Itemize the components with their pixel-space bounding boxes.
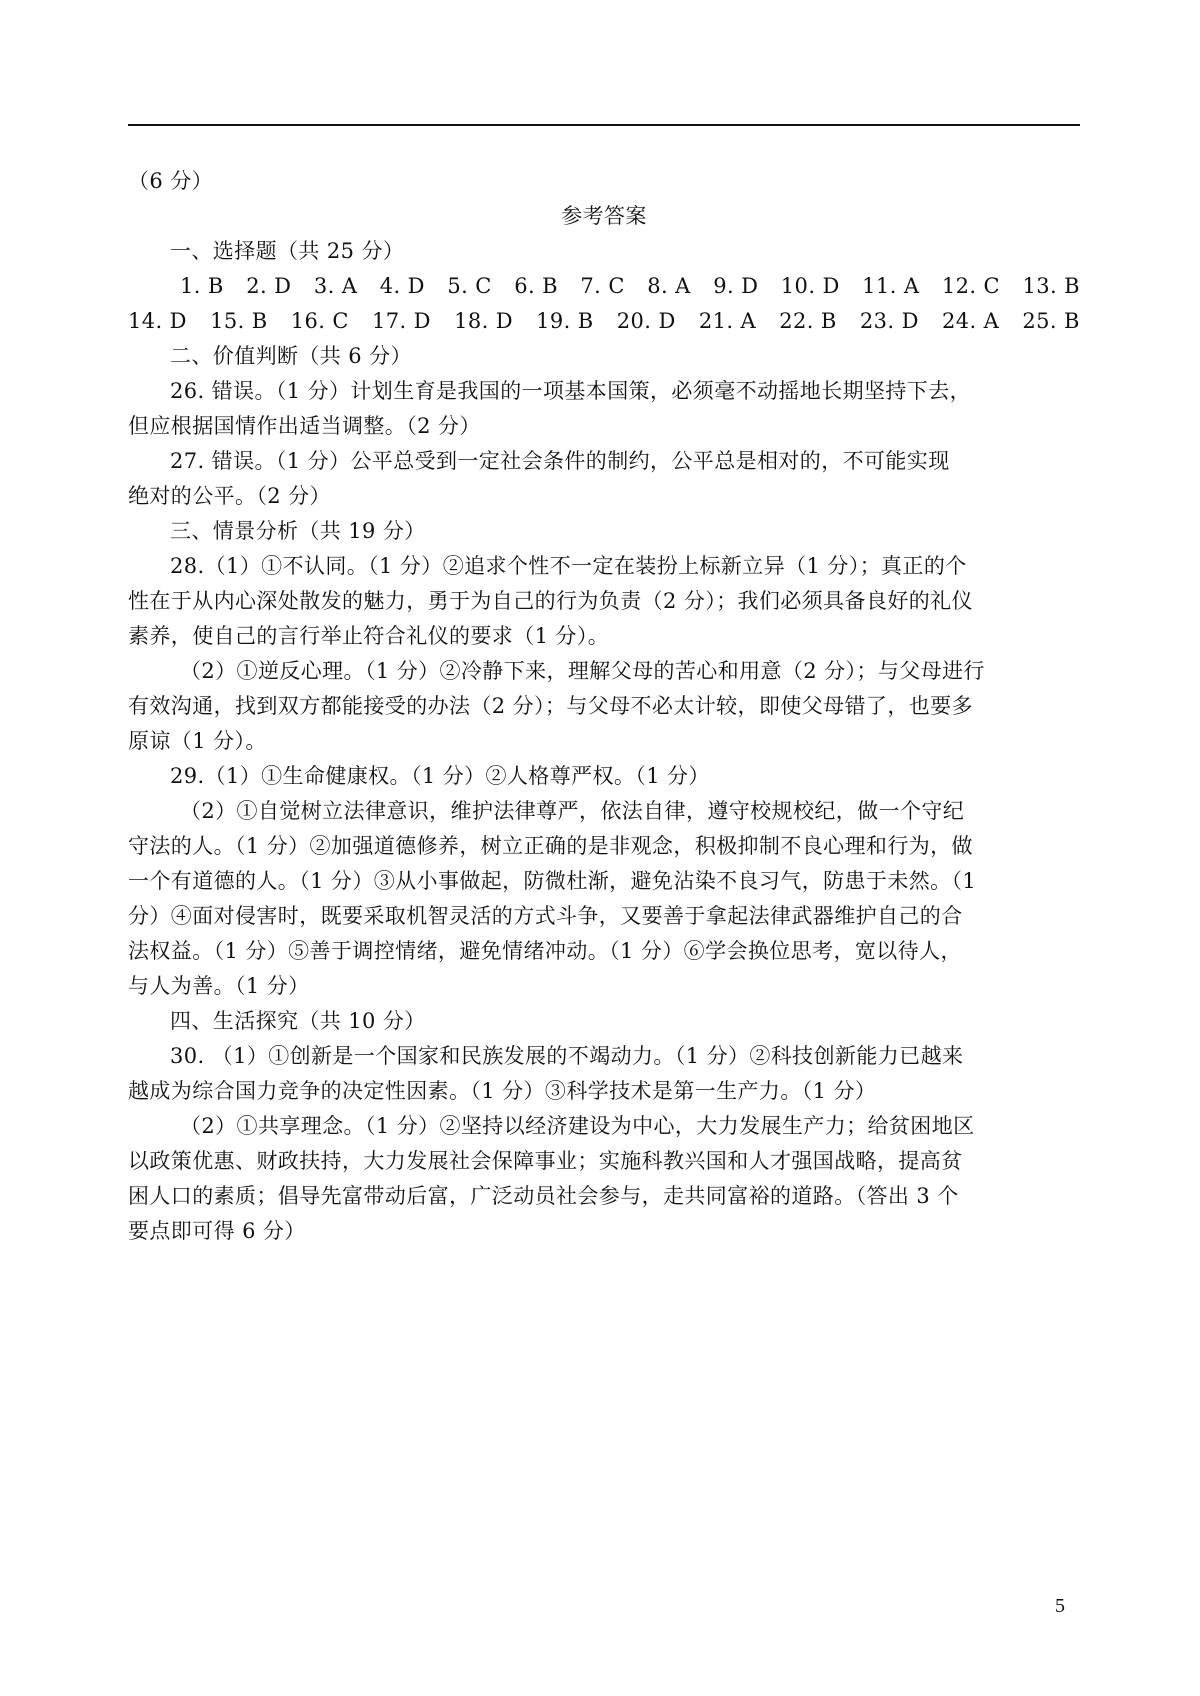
answer-item: 15. B: [210, 309, 268, 333]
answer-27-line-2: 绝对的公平。（2 分）: [128, 484, 331, 508]
answer-30-2-line-4: 要点即可得 6 分）: [128, 1219, 306, 1243]
section-heading-inquiry: 四、生活探究（共 10 分）: [170, 1009, 426, 1033]
page-number: 5: [1055, 1595, 1065, 1617]
answer-28-1-line-1: 28.（1）①不认同。（1 分）②追求个性不一定在装扮上标新立异（1 分）；真正的个: [170, 554, 967, 578]
answer-item: 17. D: [372, 309, 431, 333]
answer-item: 14. D: [128, 309, 187, 333]
answer-29-2-line-2: 守法的人。（1 分）②加强道德修养，树立正确的是非观念，积极抑制不良心理和行为，做: [128, 834, 973, 858]
answer-28-1-line-3: 素养，使自己的言行举止符合礼仪的要求（1 分）。: [128, 624, 610, 648]
answer-29-2-line-3: 一个有道德的人。（1 分）③从小事做起，防微杜渐，避免沾染不良习气，防患于未然。（1: [128, 869, 977, 893]
answer-29-2-line-6: 与人为善。（1 分）: [128, 974, 310, 998]
answer-item: 16. C: [290, 309, 349, 333]
answer-item: 25. B: [1022, 309, 1080, 333]
answer-item: 1. B: [180, 274, 224, 298]
answer-28-2-line-1: （2）①逆反心理。（1 分）②冷静下来，理解父母的苦心和用意（2 分）；与父母进行: [180, 659, 985, 683]
answer-29-2-line-1: （2）①自觉树立法律意识，维护法律尊严，依法自律，遵守校规校纪，做一个守纪: [180, 799, 965, 823]
answer-item: 24. A: [941, 309, 1000, 333]
answer-item: 18. D: [454, 309, 513, 333]
answer-28-2-line-3: 原谅（1 分）。: [128, 729, 267, 753]
answer-29-2-line-5: 法权益。（1 分）⑤善于调控情绪，避免情绪冲动。（1 分）⑥学会换位思考，宽以待人，: [128, 939, 962, 963]
answer-item: 5. C: [447, 274, 492, 298]
answer-30-1-line-1: 30. （1）①创新是一个国家和民族发展的不竭动力。（1 分）②科技创新能力已越来: [170, 1044, 964, 1068]
answer-27-line-1: 27. 错误。（1 分）公平总受到一定社会条件的制约，公平总是相对的，不可能实现: [170, 449, 950, 473]
answer-item: 6. B: [514, 274, 558, 298]
score-header: （6 分）: [128, 169, 214, 193]
section-heading-scenario: 三、情景分析（共 19 分）: [170, 519, 426, 543]
answer-key-body: [128, 164, 1080, 1249]
answer-28-2-line-2: 有效沟通，找到双方都能接受的办法（2 分）；与父母不必太计较，即使父母错了，也要多: [128, 694, 973, 718]
answer-item: 19. B: [536, 309, 594, 333]
header-rule: [128, 124, 1080, 126]
section-heading-judgment: 二、价值判断（共 6 分）: [170, 344, 412, 368]
answer-30-2-line-2: 以政策优惠、财政扶持，大力发展社会保障事业；实施科教兴国和人才强国战略，提高贫: [128, 1149, 963, 1173]
answer-30-2-line-1: （2）①共享理念。（1 分）②坚持以经济建设为中心，大力发展生产力；给贫困地区: [180, 1114, 975, 1138]
choice-answers-row-2: [128, 304, 1080, 339]
answer-item: 9. D: [713, 274, 759, 298]
answer-item: 21. A: [698, 309, 757, 333]
choice-answers-row-1: [128, 269, 1080, 304]
answer-item: 23. D: [859, 309, 919, 333]
answer-item: 13. B: [1022, 274, 1080, 298]
answer-item: 22. B: [779, 309, 837, 333]
answer-30-1-line-2: 越成为综合国力竞争的决定性因素。（1 分）③科学技术是第一生产力。（1 分）: [128, 1079, 877, 1103]
answer-26-line-2: 但应根据国情作出适当调整。（2 分）: [128, 414, 481, 438]
answer-item: 11. A: [862, 274, 920, 298]
section-heading-choice: 一、选择题（共 25 分）: [170, 239, 405, 263]
answer-item: 20. D: [616, 309, 676, 333]
answer-item: 2. D: [246, 274, 292, 298]
answer-item: 10. D: [780, 274, 840, 298]
answer-item: 12. C: [941, 274, 1001, 298]
answer-30-2-line-3: 困人口的素质；倡导先富带动后富，广泛动员社会参与，走共同富裕的道路。（答出 3 个: [128, 1184, 959, 1208]
answer-item: 8. A: [647, 274, 691, 298]
answer-26-line-1: 26. 错误。（1 分）计划生育是我国的一项基本国策，必须毫不动摇地长期坚持下去，: [170, 379, 972, 403]
answer-item: 7. C: [580, 274, 625, 298]
answer-28-1-line-2: 性在于从内心深处散发的魅力，勇于为自己的行为负责（2 分）；我们必须具备良好的礼仪: [128, 589, 973, 613]
answer-29-1-line-1: 29.（1）①生命健康权。（1 分）②人格尊严权。（1 分）: [170, 764, 710, 788]
page-title: 参考答案: [561, 204, 647, 228]
answer-item: 4. D: [379, 274, 425, 298]
answer-29-2-line-4: 分）④面对侵害时，既要采取机智灵活的方式斗争，又要善于拿起法律武器维护自己的合: [128, 904, 963, 928]
answer-item: 3. A: [313, 274, 358, 298]
